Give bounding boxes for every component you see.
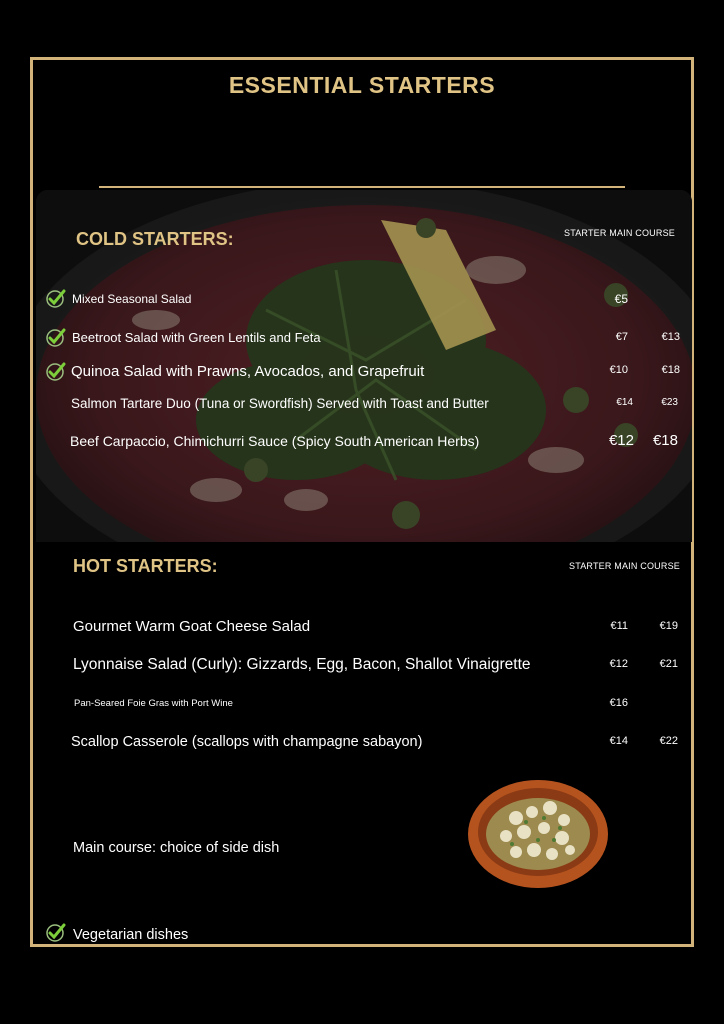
menu-item-name: Gourmet Warm Goat Cheese Salad: [73, 618, 311, 635]
vegetarian-legend-label: Vegetarian dishes: [73, 927, 189, 943]
menu-item-main-price: €23: [661, 397, 678, 408]
menu-item-name: Scallop Casserole (scallops with champagne sabayon): [71, 734, 423, 750]
hot-starters-heading: HOT STARTERS:: [73, 556, 218, 576]
menu-item-starter-price: €5: [614, 292, 628, 306]
menu-item-main-price: €21: [659, 658, 678, 670]
menu-item-main-price: €22: [659, 735, 678, 747]
menu-item-starter-price: €10: [609, 364, 628, 376]
cold-starters-heading: COLD STARTERS:: [76, 229, 234, 249]
menu-item-starter-price: €12: [608, 432, 634, 449]
menu-item-name: Mixed Seasonal Salad: [72, 292, 192, 306]
menu-item-main-price: €18: [661, 364, 680, 376]
vegetarian-legend-check-icon: [45, 922, 67, 942]
menu-item-starter-price: €16: [609, 697, 628, 709]
menu-item-name: Salmon Tartare Duo (Tuna or Swordfish) Served with Toast and Butter: [71, 396, 489, 411]
menu-item-starter-price: €14: [609, 735, 628, 747]
menu-item-main-price: €13: [661, 331, 680, 343]
menu-item-name: Beetroot Salad with Green Lentils and Feta: [72, 330, 321, 345]
menu-item-main-price: €19: [659, 620, 678, 632]
vegetarian-check-icon: [45, 361, 67, 381]
side-dish-note: Main course: choice of side dish: [73, 840, 280, 856]
title-divider: [99, 186, 625, 188]
menu-item-name: Pan-Seared Foie Gras with Port Wine: [74, 698, 233, 709]
menu-item-name: Beef Carpaccio, Chimichurri Sauce (Spicy South American Herbs): [70, 433, 480, 449]
menu-item-name: Quinoa Salad with Prawns, Avocados, and Grapefruit: [71, 363, 425, 380]
hot-column-headers: STARTER MAIN COURSE: [569, 561, 680, 571]
menu-item-starter-price: €12: [609, 658, 628, 670]
vegetarian-check-icon: [45, 288, 67, 308]
menu-item-name: Lyonnaise Salad (Curly): Gizzards, Egg, Bacon, Shallot Vinaigrette: [73, 656, 531, 673]
menu-item-starter-price: €11: [610, 620, 628, 632]
menu-item-main-price: €18: [652, 432, 678, 449]
menu-title: ESSENTIAL STARTERS: [228, 72, 496, 98]
menu-item-starter-price: €14: [616, 397, 633, 408]
vegetarian-check-icon: [45, 327, 67, 347]
side-dish-bowl-image: [466, 778, 610, 890]
cold-column-headers: STARTER MAIN COURSE: [564, 228, 675, 238]
menu-item-starter-price: €7: [615, 331, 628, 343]
